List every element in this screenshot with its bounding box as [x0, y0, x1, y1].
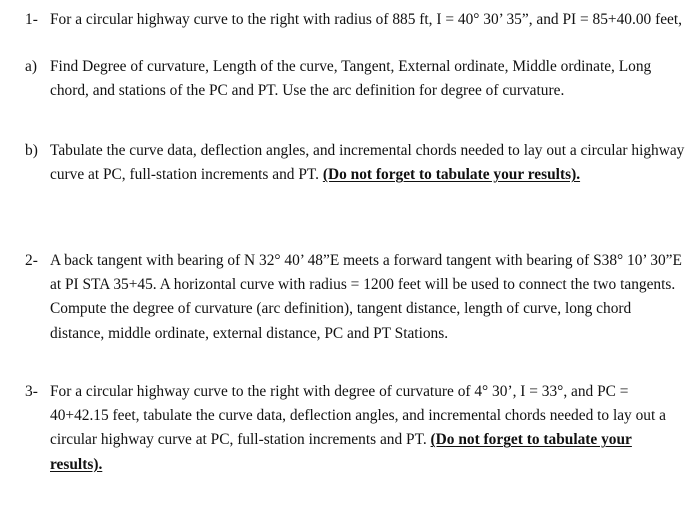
- problem-1b-emphasis: (Do not forget to tabulate your results).: [322, 166, 581, 184]
- problem-3: [25, 380, 685, 477]
- problem-1: [25, 8, 685, 32]
- problem-2: [25, 249, 685, 346]
- problem-2-number: 2-: [25, 252, 38, 269]
- problem-1b-text: Tabulate the curve data, deflection angles, and incremental chords needed to lay out a circular highway curve at PC, full-station increments and PT.: [50, 142, 685, 184]
- problem-3-body: [50, 380, 685, 477]
- problem-3-number: 3-: [25, 383, 38, 400]
- problem-2-text: A back tangent with bearing of N 32° 40’ 48”E meets a forward tangent with bearing of S38° 10’ 30”E at PI STA 35+45. A horizontal curve with radius = 1200 feet will be used to connect the two tangents. Compute the degree of curvature (arc definition), tangent distance, length of curve, long chord distance, middle ordinate, external distance, PC and PT Stations.: [50, 252, 682, 342]
- problem-1a: [25, 55, 685, 103]
- problem-1a-label: a): [25, 58, 37, 75]
- problem-1b: [25, 139, 685, 187]
- problem-1a-text: Find Degree of curvature, Length of the curve, Tangent, External ordinate, Middle ordinate, Long chord, and stations of the PC and PT. Use the arc definition for degree of curvature.: [50, 58, 652, 100]
- problem-3-text: For a circular highway curve to the right with degree of curvature of 4° 30’, I = 33°, and PC = 40+42.15 feet, tabulate the curve data, deflection angles, and incremental chords needed to lay out a circular highway curve at PC, full-station increments and PT.: [50, 383, 666, 449]
- problem-1b-body: [50, 139, 685, 187]
- problem-1-text: For a circular highway curve to the right with radius of 885 ft, I = 40° 30’ 35”, and PI = 85+40.00 feet,: [50, 11, 682, 28]
- problem-1b-label: b): [25, 142, 38, 159]
- problem-3-emphasis: (Do not forget to tabulate your results).: [50, 431, 632, 473]
- problem-1-number: 1-: [25, 11, 38, 28]
